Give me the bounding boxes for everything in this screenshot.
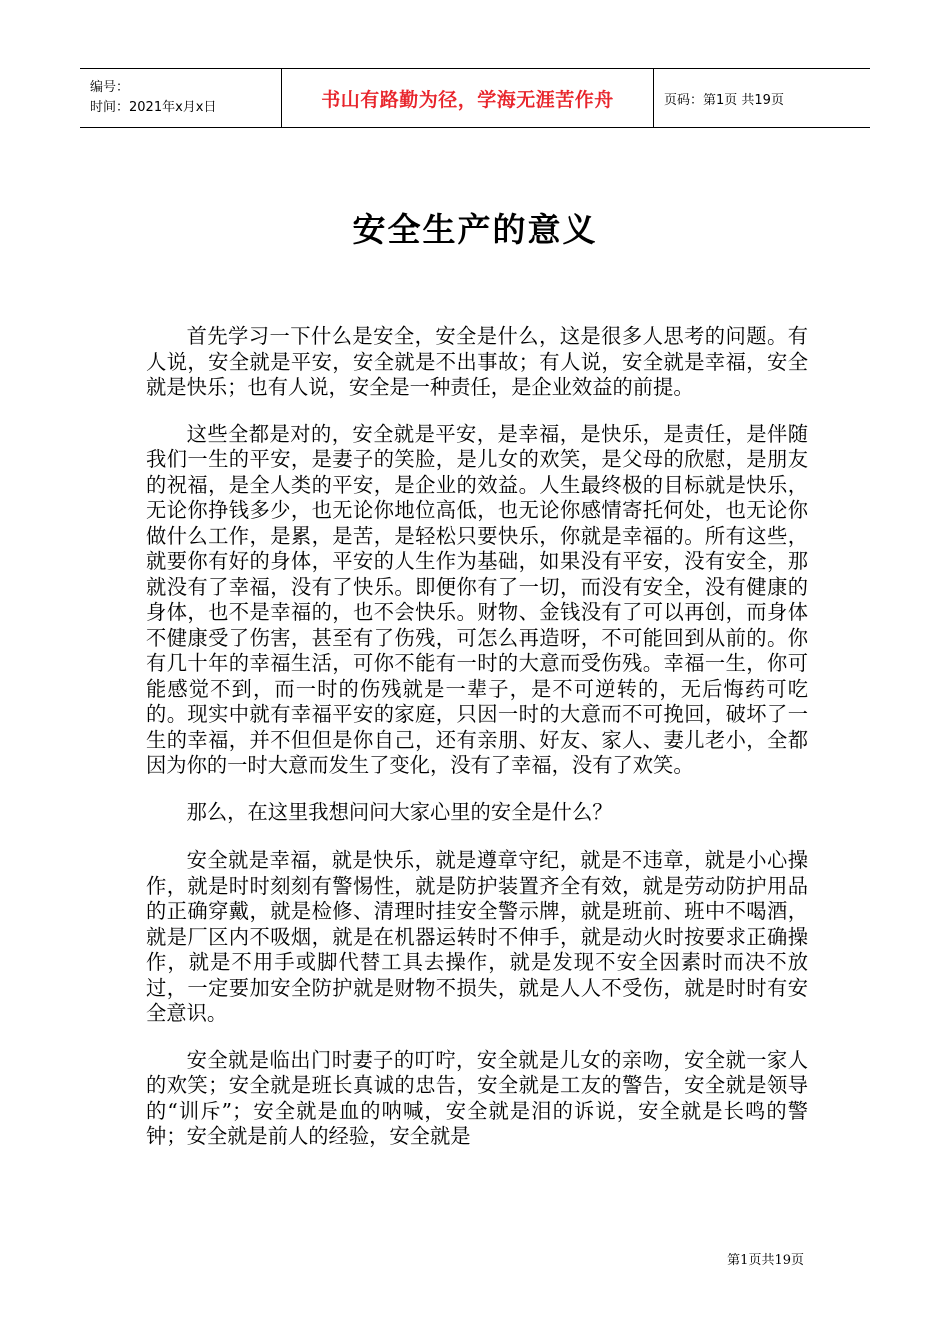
paragraph-1: 首先学习一下什么是安全，安全是什么，这是很多人思考的问题。有人说，安全就是平安，安全就是不出事故；有人说，安全就是幸福，安全就是快乐；也有人说，安全是一种责任，是企业效益的前提。 [146, 324, 808, 399]
header-motto: 书山有路勤为径，学海无涯苦作舟 [321, 88, 614, 111]
number-label: 编号： [90, 80, 130, 95]
header-meta [80, 69, 282, 127]
paragraph-4: 安全就是幸福，就是快乐，就是遵章守纪，就是不违章，就是小心操作，就是时时刻刻有警惕性，就是防护装置齐全有效，就是劳动防护用品的正确穿戴，就是检修、清理时挂安全警示牌，就是班前、班中不喝酒，就是厂区内不吸烟，就是在机器运转时不伸手，就是动火时按要求正确操作，就是不用手或脚代替工具去操作，就是发现不安全因素时而决不放过，一定要加安全防护就是财物不损失，就是人人不受伤，就是时时有安全意识。 [146, 848, 808, 1025]
page-footer: 第1页共19页 [727, 1253, 804, 1268]
document-title: 安全生产的意义 [352, 210, 598, 249]
header-motto-cell [282, 69, 654, 127]
time-label: 时间：2021年x月x日 [90, 100, 217, 115]
paragraph-3: 那么，在这里我想问问大家心里的安全是什么？ [186, 799, 613, 824]
header-page-info: 页码：第1页 共19页 [664, 92, 784, 108]
paragraph-2: 这些全都是对的，安全就是平安，是幸福，是快乐，是责任，是伴随我们一生的平安，是妻子的笑脸，是儿女的欢笑，是父母的欣慰，是朋友的祝福，是全人类的平安，是企业的效益。人生最终极的目标就是快乐，无论你挣钱多少，也无论你地位高低，也无论你感情寄托何处，也无论你做什么工作，是累，是苦，是轻松只要快乐，你就是幸福的。所有这些，就要你有好的身体，平安的人生作为基础，如果没有平安，没有安全，那就没有了幸福，没有了快乐。即便你有了一切，而没有安全，没有健康的身体，也不是幸福的，也不会快乐。财物、金钱没有了可以再创，而身体不健康受了伤害，甚至有了伤残，可怎么再造呀，不可能回到从前的。你有几十年的幸福生活，可你不能有一时的大意而受伤残。幸福一生，你可能感觉不到，而一时的伤残就是一辈子，是不可逆转的，无后悔药可吃的。现实中就有幸福平安的家庭，只因一时的大意而不可挽回，破坏了一生的幸福，并不但但是你自己，还有亲朋、好友、家人、妻儿老小，全都因为你的一时大意而发生了变化，没有了幸福，没有了欢笑。 [146, 421, 808, 777]
document-body [146, 324, 808, 1171]
header-page-info-cell [654, 69, 870, 127]
paragraph-5: 安全就是临出门时妻子的叮咛，安全就是儿女的亲吻，安全就一家人的欢笑；安全就是班长真诚的忠告，安全就是工友的警告，安全就是领导的“训斥”；安全就是血的呐喊，安全就是泪的诉说，安全就是长鸣的警钟；安全就是前人的经验，安全就是 [146, 1047, 808, 1148]
page-header [80, 68, 870, 128]
